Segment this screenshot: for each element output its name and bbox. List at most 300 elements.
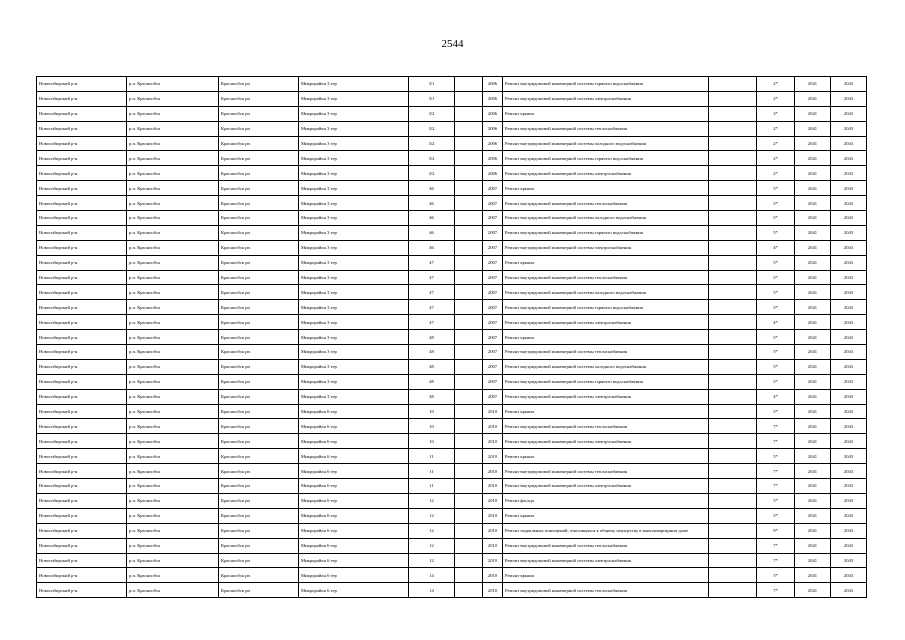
cell-blank-b [709,270,757,285]
cell-street: Микрорайон 3 тер [299,166,409,181]
cell-district: Новосибирский р-н [37,464,127,479]
cell-year: 2007 [483,330,503,345]
cell-start-year: 2041 [795,136,831,151]
cell-settlement: р.п. Краснообск [127,121,219,136]
cell-blank-b [709,434,757,449]
cell-priority: 4* [757,389,795,404]
cell-work-type: Ремонт внутридомовой инженерной системы горячего водоснабжения [503,77,709,92]
cell-end-year: 2043 [831,523,867,538]
cell-settlement: р.п. Краснообск [127,389,219,404]
cell-blank-a [455,374,483,389]
cell-street: Микрорайон 6 тер [299,419,409,434]
cell-end-year: 2043 [831,583,867,598]
cell-settlement: р.п. Краснообск [127,196,219,211]
table-row [37,359,867,374]
cell-house-number: 48 [409,389,455,404]
cell-district: Новосибирский р-н [37,315,127,330]
cell-street: Микрорайон 6 тер [299,508,409,523]
cell-end-year: 2043 [831,106,867,121]
cell-district: Новосибирский р-н [37,240,127,255]
cell-street: Микрорайон 6 тер [299,464,409,479]
cell-work-type: Ремонт внутридомовой инженерной системы холодного водоснабжения [503,211,709,226]
cell-street: Микрорайон 6 тер [299,434,409,449]
cell-end-year: 2043 [831,181,867,196]
cell-start-year: 2041 [795,568,831,583]
cell-locality: Краснообск рп [219,330,299,345]
cell-street: Микрорайон 3 тер [299,285,409,300]
cell-year: 2010 [483,508,503,523]
cell-priority: 9* [757,523,795,538]
cell-start-year: 2041 [795,449,831,464]
cell-house-number: 48 [409,345,455,360]
cell-year: 2006 [483,136,503,151]
cell-year: 2010 [483,493,503,508]
cell-house-number: 11 [409,449,455,464]
cell-house-number: 10 [409,419,455,434]
cell-blank-b [709,389,757,404]
cell-blank-a [455,255,483,270]
cell-priority: 5* [757,255,795,270]
cell-street: Микрорайон 6 тер [299,538,409,553]
cell-house-number: 3/2 [409,106,455,121]
table-row [37,583,867,598]
cell-house-number: 3/1 [409,77,455,92]
cell-house-number: 3/2 [409,166,455,181]
cell-year: 2010 [483,523,503,538]
cell-house-number: 10 [409,434,455,449]
table-row [37,151,867,166]
cell-end-year: 2043 [831,315,867,330]
cell-start-year: 2041 [795,345,831,360]
cell-blank-b [709,330,757,345]
cell-start-year: 2041 [795,404,831,419]
cell-district: Новосибирский р-н [37,106,127,121]
cell-priority: 7* [757,419,795,434]
cell-blank-b [709,211,757,226]
table-row [37,315,867,330]
cell-end-year: 2043 [831,404,867,419]
cell-end-year: 2043 [831,374,867,389]
cell-work-type: Ремонт внутридомовой инженерной системы электроснабжения [503,389,709,404]
cell-blank-a [455,419,483,434]
cell-blank-a [455,359,483,374]
cell-street: Микрорайон 3 тер [299,151,409,166]
cell-year: 2007 [483,255,503,270]
cell-priority: 5* [757,270,795,285]
table-row [37,166,867,181]
cell-district: Новосибирский р-н [37,479,127,494]
cell-house-number: 14 [409,568,455,583]
cell-priority: 5* [757,285,795,300]
cell-priority: 5* [757,345,795,360]
cell-locality: Краснообск рп [219,181,299,196]
cell-blank-b [709,404,757,419]
cell-district: Новосибирский р-н [37,568,127,583]
cell-end-year: 2043 [831,330,867,345]
cell-start-year: 2041 [795,181,831,196]
cell-blank-b [709,77,757,92]
cell-work-type: Ремонт крыши [503,181,709,196]
cell-blank-b [709,419,757,434]
cell-priority: 7* [757,553,795,568]
table-row [37,553,867,568]
cell-priority: 2* [757,136,795,151]
cell-work-type: Ремонт внутридомовой инженерной системы горячего водоснабжения [503,225,709,240]
cell-house-number: 48 [409,359,455,374]
cell-blank-a [455,568,483,583]
cell-year: 2010 [483,404,503,419]
cell-house-number: 47 [409,270,455,285]
cell-end-year: 2043 [831,211,867,226]
cell-priority: 5* [757,508,795,523]
cell-blank-a [455,121,483,136]
cell-settlement: р.п. Краснообск [127,374,219,389]
cell-work-type: Ремонт внутридомовой инженерной системы холодного водоснабжения [503,285,709,300]
cell-year: 2006 [483,151,503,166]
cell-blank-b [709,523,757,538]
cell-blank-b [709,181,757,196]
cell-end-year: 2043 [831,359,867,374]
cell-locality: Краснообск рп [219,211,299,226]
cell-locality: Краснообск рп [219,106,299,121]
cell-blank-b [709,121,757,136]
cell-district: Новосибирский р-н [37,225,127,240]
table-row [37,106,867,121]
cell-blank-a [455,389,483,404]
cell-end-year: 2043 [831,77,867,92]
cell-settlement: р.п. Краснообск [127,151,219,166]
cell-house-number: 46 [409,181,455,196]
cell-start-year: 2041 [795,493,831,508]
cell-end-year: 2043 [831,196,867,211]
cell-street: Микрорайон 6 тер [299,404,409,419]
cell-street: Микрорайон 3 тер [299,225,409,240]
cell-settlement: р.п. Краснообск [127,419,219,434]
cell-street: Микрорайон 3 тер [299,211,409,226]
cell-district: Новосибирский р-н [37,285,127,300]
cell-end-year: 2043 [831,434,867,449]
cell-blank-a [455,285,483,300]
cell-house-number: 48 [409,330,455,345]
cell-blank-a [455,523,483,538]
cell-blank-b [709,568,757,583]
cell-end-year: 2043 [831,285,867,300]
cell-work-type: Ремонт внутридомовой инженерной системы теплоснабжения [503,583,709,598]
cell-year: 2006 [483,106,503,121]
cell-priority: 2* [757,121,795,136]
cell-street: Микрорайон 3 тер [299,330,409,345]
cell-end-year: 2043 [831,389,867,404]
cell-work-type: Ремонт крыши [503,255,709,270]
table-row [37,77,867,92]
cell-priority: 2* [757,77,795,92]
cell-blank-a [455,315,483,330]
cell-year: 2007 [483,225,503,240]
cell-locality: Краснообск рп [219,225,299,240]
cell-year: 2010 [483,553,503,568]
cell-blank-b [709,315,757,330]
cell-house-number: 3/1 [409,91,455,106]
cell-settlement: р.п. Краснообск [127,568,219,583]
cell-house-number: 3/2 [409,121,455,136]
cell-street: Микрорайон 3 тер [299,106,409,121]
cell-district: Новосибирский р-н [37,434,127,449]
cell-blank-b [709,345,757,360]
cell-blank-a [455,300,483,315]
cell-priority: 4* [757,240,795,255]
cell-year: 2010 [483,449,503,464]
cell-blank-b [709,508,757,523]
cell-settlement: р.п. Краснообск [127,449,219,464]
table-row [37,225,867,240]
cell-street: Микрорайон 3 тер [299,255,409,270]
cell-work-type: Ремонт внутридомовой инженерной системы электроснабжения [503,553,709,568]
table-row [37,91,867,106]
table-row [37,434,867,449]
cell-blank-b [709,464,757,479]
cell-locality: Краснообск рп [219,151,299,166]
cell-end-year: 2043 [831,479,867,494]
cell-settlement: р.п. Краснообск [127,300,219,315]
cell-blank-a [455,493,483,508]
cell-start-year: 2041 [795,315,831,330]
cell-street: Микрорайон 3 тер [299,77,409,92]
cell-street: Микрорайон 6 тер [299,479,409,494]
cell-street: Микрорайон 3 тер [299,389,409,404]
cell-work-type: Ремонт внутридомовой инженерной системы электроснабжения [503,240,709,255]
cell-district: Новосибирский р-н [37,166,127,181]
cell-house-number: 12 [409,493,455,508]
cell-locality: Краснообск рп [219,493,299,508]
cell-work-type: Ремонт внутридомовой инженерной системы теплоснабжения [503,538,709,553]
cell-locality: Краснообск рп [219,300,299,315]
cell-settlement: р.п. Краснообск [127,91,219,106]
cell-settlement: р.п. Краснообск [127,136,219,151]
table-row [37,449,867,464]
table-body [37,77,867,598]
cell-house-number: 48 [409,374,455,389]
cell-work-type: Ремонт внутридомовой инженерной системы теплоснабжения [503,345,709,360]
cell-blank-a [455,553,483,568]
cell-work-type: Ремонт внутридомовой инженерной системы электроснабжения [503,315,709,330]
cell-street: Микрорайон 3 тер [299,345,409,360]
cell-house-number: 11 [409,479,455,494]
cell-street: Микрорайон 6 тер [299,449,409,464]
cell-blank-b [709,479,757,494]
cell-work-type: Ремонт внутридомовой инженерной системы горячего водоснабжения [503,374,709,389]
cell-blank-a [455,91,483,106]
cell-end-year: 2043 [831,166,867,181]
cell-work-type: Ремонт внутридомовой инженерной системы теплоснабжения [503,121,709,136]
cell-street: Микрорайон 3 тер [299,315,409,330]
cell-settlement: р.п. Краснообск [127,330,219,345]
cell-start-year: 2041 [795,225,831,240]
cell-blank-a [455,330,483,345]
cell-end-year: 2043 [831,121,867,136]
cell-locality: Краснообск рп [219,270,299,285]
cell-year: 2007 [483,300,503,315]
cell-year: 2010 [483,583,503,598]
cell-year: 2010 [483,538,503,553]
cell-work-type: Ремонт фасада [503,493,709,508]
cell-blank-a [455,225,483,240]
cell-blank-a [455,345,483,360]
repair-schedule-table [36,76,867,598]
cell-house-number: 3/2 [409,136,455,151]
cell-year: 2007 [483,374,503,389]
cell-end-year: 2043 [831,255,867,270]
cell-priority: 5* [757,211,795,226]
cell-priority: 2* [757,151,795,166]
table-row [37,285,867,300]
cell-start-year: 2041 [795,121,831,136]
cell-house-number: 14 [409,583,455,598]
cell-street: Микрорайон 3 тер [299,374,409,389]
page-number: 2544 [441,38,464,50]
cell-blank-a [455,196,483,211]
cell-house-number: 46 [409,211,455,226]
cell-district: Новосибирский р-н [37,538,127,553]
cell-house-number: 10 [409,404,455,419]
cell-settlement: р.п. Краснообск [127,523,219,538]
cell-house-number: 12 [409,523,455,538]
cell-start-year: 2041 [795,389,831,404]
cell-work-type: Ремонт крыши [503,330,709,345]
cell-house-number: 46 [409,196,455,211]
table-row [37,211,867,226]
cell-blank-b [709,493,757,508]
cell-blank-b [709,225,757,240]
cell-work-type: Ремонт внутридомовой инженерной системы холодного водоснабжения [503,136,709,151]
cell-district: Новосибирский р-н [37,181,127,196]
cell-settlement: р.п. Краснообск [127,181,219,196]
cell-end-year: 2043 [831,345,867,360]
cell-year: 2007 [483,389,503,404]
cell-year: 2006 [483,77,503,92]
cell-house-number: 47 [409,285,455,300]
cell-end-year: 2043 [831,553,867,568]
cell-blank-a [455,106,483,121]
cell-priority: 7* [757,434,795,449]
cell-street: Микрорайон 3 тер [299,196,409,211]
cell-house-number: 47 [409,255,455,270]
cell-locality: Краснообск рп [219,196,299,211]
cell-settlement: р.п. Краснообск [127,285,219,300]
table-row [37,121,867,136]
cell-blank-b [709,196,757,211]
cell-priority: 7* [757,464,795,479]
cell-priority: 3* [757,106,795,121]
cell-settlement: р.п. Краснообск [127,240,219,255]
cell-blank-b [709,136,757,151]
cell-work-type: Ремонт внутридомовой инженерной системы теплоснабжения [503,270,709,285]
cell-blank-b [709,91,757,106]
cell-locality: Краснообск рп [219,77,299,92]
table-row [37,330,867,345]
table-row [37,240,867,255]
cell-start-year: 2041 [795,479,831,494]
cell-district: Новосибирский р-н [37,493,127,508]
cell-settlement: р.п. Краснообск [127,270,219,285]
cell-house-number: 11 [409,464,455,479]
cell-blank-b [709,359,757,374]
table-row [37,538,867,553]
cell-blank-a [455,404,483,419]
cell-district: Новосибирский р-н [37,196,127,211]
table-row [37,389,867,404]
cell-end-year: 2043 [831,449,867,464]
cell-locality: Краснообск рп [219,121,299,136]
cell-year: 2007 [483,345,503,360]
cell-end-year: 2043 [831,493,867,508]
cell-district: Новосибирский р-н [37,583,127,598]
cell-blank-a [455,151,483,166]
cell-work-type: Ремонт внутридомовой инженерной системы теплоснабжения [503,464,709,479]
cell-locality: Краснообск рп [219,255,299,270]
cell-work-type: Ремонт крыши [503,449,709,464]
cell-year: 2010 [483,419,503,434]
cell-blank-a [455,136,483,151]
cell-start-year: 2041 [795,285,831,300]
cell-locality: Краснообск рп [219,374,299,389]
cell-locality: Краснообск рп [219,508,299,523]
cell-end-year: 2043 [831,508,867,523]
cell-end-year: 2043 [831,538,867,553]
cell-street: Микрорайон 3 тер [299,136,409,151]
cell-priority: 5* [757,359,795,374]
cell-start-year: 2041 [795,434,831,449]
table-row [37,479,867,494]
table-row [37,196,867,211]
cell-locality: Краснообск рп [219,136,299,151]
cell-work-type: Ремонт крыши [503,508,709,523]
cell-priority: 5* [757,225,795,240]
cell-settlement: р.п. Краснообск [127,225,219,240]
cell-year: 2006 [483,91,503,106]
cell-end-year: 2043 [831,151,867,166]
cell-locality: Краснообск рп [219,404,299,419]
cell-settlement: р.п. Краснообск [127,166,219,181]
cell-locality: Краснообск рп [219,538,299,553]
cell-locality: Краснообск рп [219,389,299,404]
cell-start-year: 2041 [795,508,831,523]
cell-locality: Краснообск рп [219,568,299,583]
cell-start-year: 2041 [795,583,831,598]
cell-start-year: 2041 [795,255,831,270]
cell-locality: Краснообск рп [219,285,299,300]
cell-settlement: р.п. Краснообск [127,359,219,374]
table-row [37,270,867,285]
cell-street: Микрорайон 3 тер [299,270,409,285]
cell-street: Микрорайон 6 тер [299,493,409,508]
cell-street: Микрорайон 3 тер [299,300,409,315]
cell-end-year: 2043 [831,240,867,255]
cell-year: 2007 [483,196,503,211]
cell-district: Новосибирский р-н [37,523,127,538]
table-row [37,464,867,479]
cell-priority: 2* [757,166,795,181]
cell-settlement: р.п. Краснообск [127,106,219,121]
cell-locality: Краснообск рп [219,345,299,360]
cell-blank-a [455,77,483,92]
cell-priority: 7* [757,583,795,598]
cell-blank-a [455,181,483,196]
cell-priority: 5* [757,404,795,419]
table-row [37,181,867,196]
cell-work-type: Ремонт крыши [503,568,709,583]
cell-priority: 5* [757,374,795,389]
cell-year: 2010 [483,434,503,449]
